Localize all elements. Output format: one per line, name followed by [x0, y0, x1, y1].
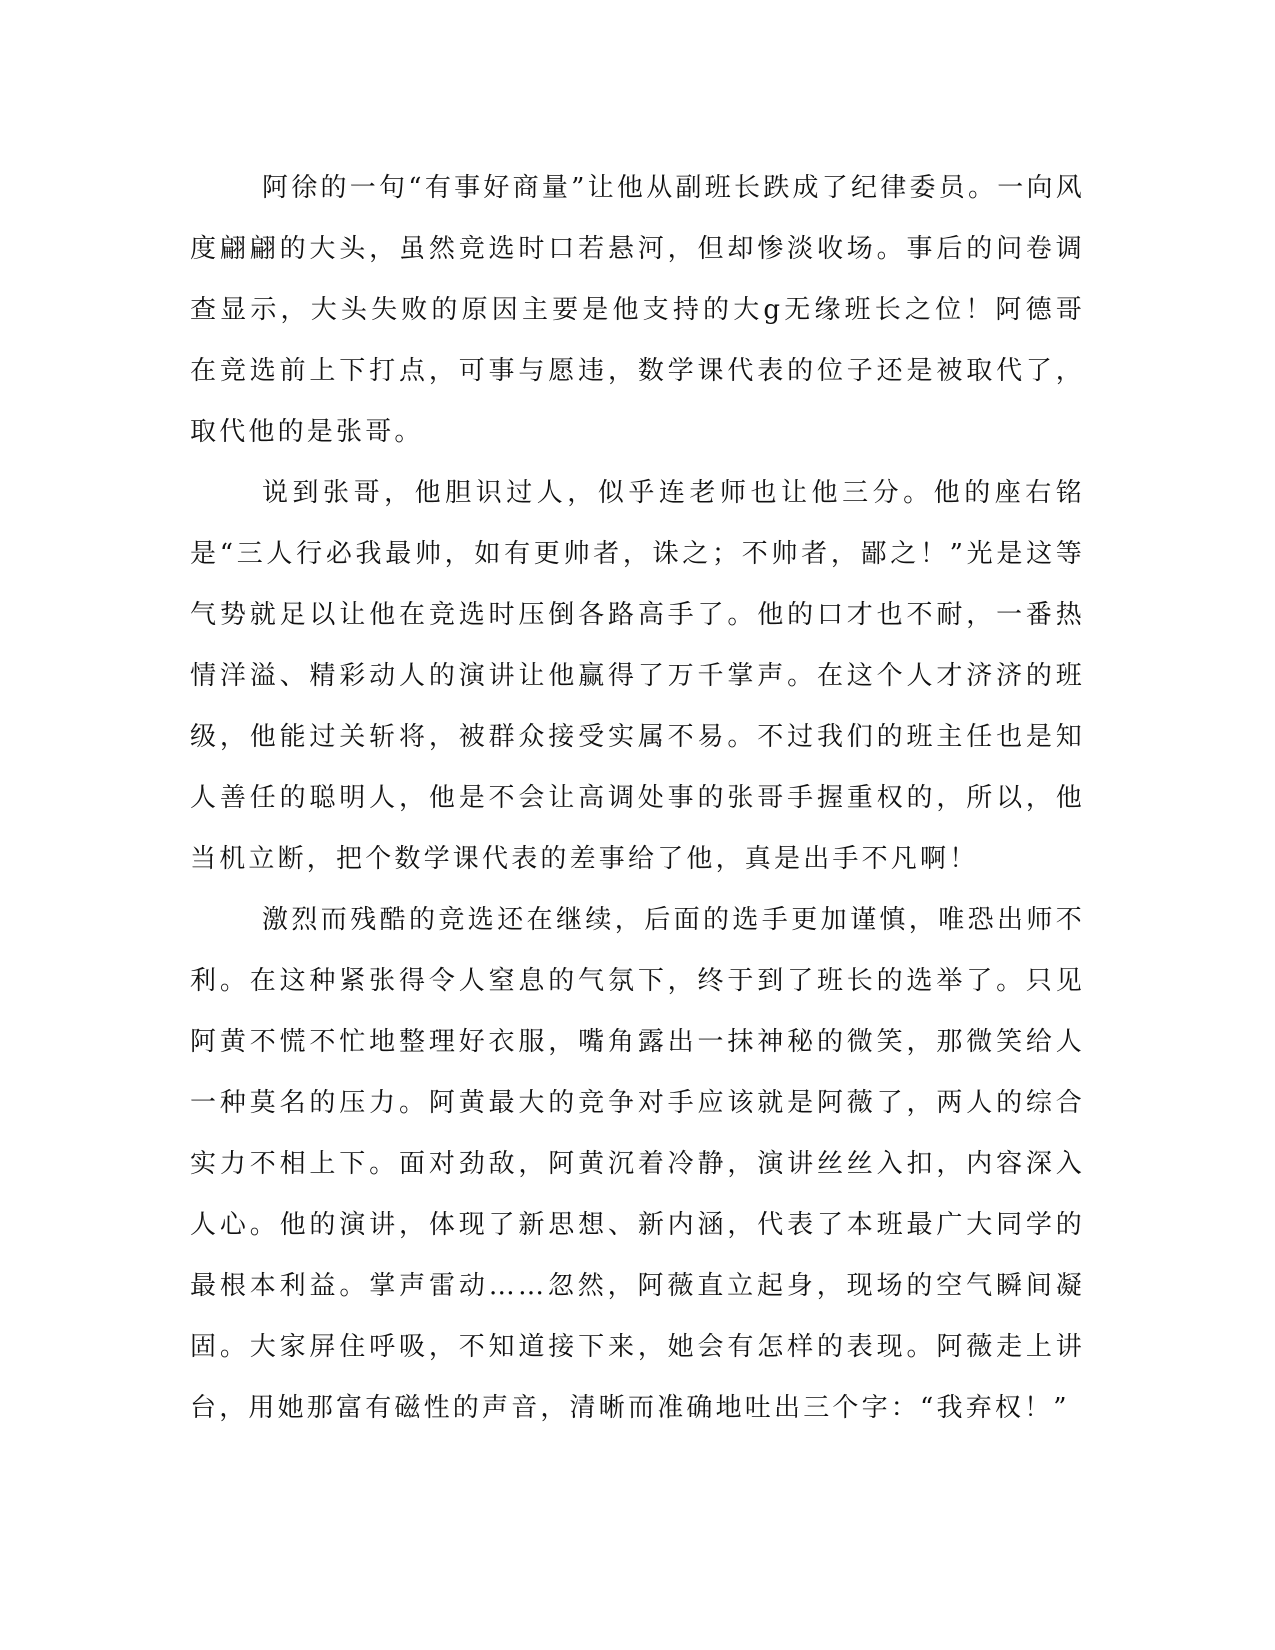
- document-body: [190, 158, 1085, 1439]
- paragraph-1: 阿徐的一句“有事好商量”让他从副班长跌成了纪律委员。一向风度翩翩的大头，虽然竞选时口若悬河，但却惨淡收场。事后的问卷调查显示，大头失败的原因主要是他支持的大g无缘班长之位！阿德哥在竞选前上下打点，可事与愿违，数学课代表的位子还是被取代了，取代他的是张哥。: [190, 173, 1085, 447]
- paragraph-3: 激烈而残酷的竞选还在继续，后面的选手更加谨慎，唯恐出师不利。在这种紧张得令人窒息的气氛下，终于到了班长的选举了。只见阿黄不慌不忙地整理好衣服，嘴角露出一抹神秘的微笑，那微笑给人一种莫名的压力。阿黄最大的竞争对手应该就是阿薇了，两人的综合实力不相上下。面对劲敌，阿黄沉着冷静，演讲丝丝入扣，内容深入人心。他的演讲，体现了新思想、新内涵，代表了本班最广大同学的最根本利益。掌声雷动……忽然，阿薇直立起身，现场的空气瞬间凝固。大家屏住呼吸，不知道接下来，她会有怎样的表现。阿薇走上讲台，用她那富有磁性的声音，清晰而准确地吐出三个字：“我弃权！”: [190, 905, 1085, 1423]
- paragraph-2: 说到张哥，他胆识过人，似乎连老师也让他三分。他的座右铭是“三人行必我最帅，如有更帅者，诛之；不帅者，鄙之！”光是这等气势就足以让他在竞选时压倒各路高手了。他的口才也不耐，一番热情洋溢、精彩动人的演讲让他赢得了万千掌声。在这个人才济济的班级，他能过关斩将，被群众接受实属不易。不过我们的班主任也是知人善任的聪明人，他是不会让高调处事的张哥手握重权的，所以，他当机立断，把个数学课代表的差事给了他，真是出手不凡啊！: [190, 478, 1085, 874]
